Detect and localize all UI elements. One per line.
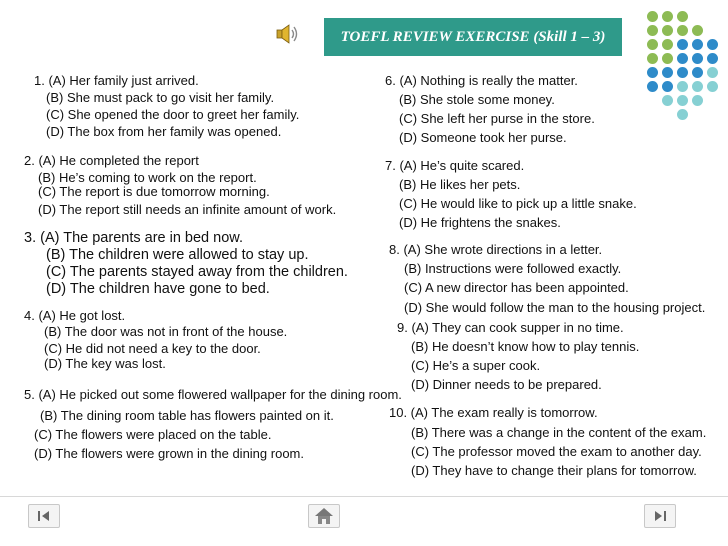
page-title: TOEFL REVIEW EXERCISE (Skill 1 – 3) [324,18,622,56]
question-7-option-c: (C) He would like to pick up a little snake. [399,196,637,211]
question-10-option-b: (B) There was a change in the content of the exam. [411,425,707,440]
question-3-option-c: (C) The parents stayed away from the children. [46,264,348,280]
question-4-option-c: (C) He did not need a key to the door. [44,341,261,356]
question-2-option-a: 2. (A) He completed the report [24,153,199,168]
speaker-icon[interactable] [274,22,300,46]
question-6-option-c: (C) She left her purse in the store. [399,111,595,126]
question-6-option-a: 6. (A) Nothing is really the matter. [385,73,578,88]
question-4-option-d: (D) The key was lost. [44,356,166,371]
question-9-option-c: (C) He’s a super cook. [411,358,541,373]
decorative-dots [646,11,726,121]
question-9-option-b: (B) He doesn’t know how to play tennis. [411,339,640,354]
question-8-option-a: 8. (A) She wrote directions in a letter. [389,242,603,257]
question-10-option-a: 10. (A) The exam really is tomorrow. [389,405,598,420]
question-8-option-c: (C) A new director has been appointed. [404,280,629,295]
question-6-option-d: (D) Someone took her purse. [399,130,567,145]
question-1-option-d: (D) The box from her family was opened. [46,124,282,139]
question-5-option-c: (C) The flowers were placed on the table. [34,427,272,442]
question-1-option-a: 1. (A) Her family just arrived. [34,73,199,88]
question-9-option-a: 9. (A) They can cook supper in no time. [397,320,624,335]
question-7-option-b: (B) He likes her pets. [399,177,521,192]
question-1-option-b: (B) She must pack to go visit her family. [46,90,275,105]
question-2-option-c: (C) The report is due tomorrow morning. [38,184,270,199]
last-page-button[interactable] [644,504,676,528]
question-4-option-a: 4. (A) He got lost. [24,308,126,323]
question-4-option-b: (B) The door was not in front of the house. [44,324,288,339]
question-8-option-b: (B) Instructions were followed exactly. [404,261,622,276]
question-1-option-c: (C) She opened the door to greet her family. [46,107,300,122]
question-10-option-d: (D) They have to change their plans for tomorrow. [411,463,697,478]
first-page-button[interactable] [28,504,60,528]
question-5-option-d: (D) The flowers were grown in the dining room. [34,446,304,461]
question-7-option-d: (D) He frightens the snakes. [399,215,561,230]
question-7-option-a: 7. (A) He’s quite scared. [385,158,525,173]
last-page-icon [645,505,675,527]
question-5-option-b: (B) The dining room table has flowers painted on it. [40,408,334,423]
home-icon [309,505,339,527]
question-2-option-b: (B) He’s coming to work on the report. [38,170,257,185]
question-2-option-d: (D) The report still needs an infinite amount of work. [38,202,337,217]
first-page-icon [29,505,59,527]
question-3-option-d: (D) The children have gone to bed. [46,281,270,297]
divider [0,496,728,497]
question-6-option-b: (B) She stole some money. [399,92,555,107]
question-5-option-a: 5. (A) He picked out some flowered wallpaper for the dining room. [24,387,402,402]
question-3-option-a: 3. (A) The parents are in bed now. [24,230,243,246]
question-8-option-d: (D) She would follow the man to the housing project. [404,300,706,315]
question-9-option-d: (D) Dinner needs to be prepared. [411,377,602,392]
home-button[interactable] [308,504,340,528]
question-3-option-b: (B) The children were allowed to stay up. [46,247,309,263]
question-10-option-c: (C) The professor moved the exam to another day. [411,444,702,459]
